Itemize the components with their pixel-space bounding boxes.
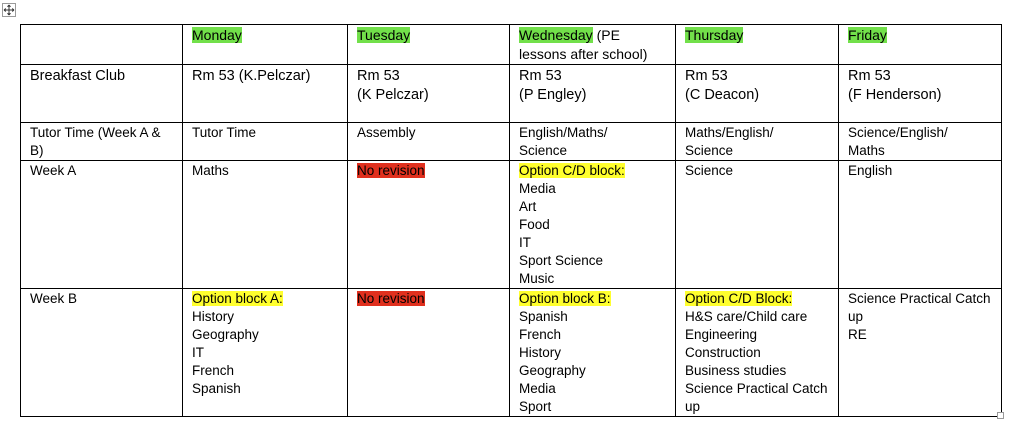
- list-item: IT: [192, 345, 204, 360]
- row-label-week-b: Week B: [21, 289, 183, 417]
- week-a-thursday: Science: [676, 161, 839, 289]
- no-revision-badge: No revision: [357, 291, 425, 306]
- tutor-tuesday: Assembly: [348, 123, 510, 161]
- list-item: Science Practical Catch up: [685, 381, 828, 414]
- day-header-friday: Friday: [839, 25, 1002, 65]
- list-item: Construction: [685, 345, 761, 360]
- timetable: [20, 24, 1002, 417]
- list-item: Geography: [192, 327, 259, 342]
- list-item: Geography: [519, 363, 586, 378]
- week-a-friday: English: [839, 161, 1002, 289]
- list-item: Food: [519, 217, 550, 232]
- breakfast-thursday: Rm 53 (C Deacon): [676, 65, 839, 123]
- header-row: [21, 25, 1002, 65]
- list-item: History: [519, 345, 562, 360]
- tutor-thursday: Maths/English/ Science: [676, 123, 839, 161]
- table-move-handle-icon[interactable]: [2, 3, 16, 17]
- corner-cell: [21, 25, 183, 65]
- tutor-friday: Science/English/ Maths: [839, 123, 1002, 161]
- list-item: Business studies: [685, 363, 787, 378]
- list-item: Sport Science: [519, 253, 604, 268]
- list-item: IT: [519, 235, 531, 250]
- week-b-tuesday: [348, 289, 510, 417]
- no-revision-badge: No revision: [357, 163, 425, 178]
- list-item: French: [519, 327, 562, 342]
- row-label-week-a: Week A: [21, 161, 183, 289]
- option-heading: Option C/D Block:: [685, 291, 793, 306]
- week-a-wednesday: [510, 161, 676, 289]
- week-b-friday: [839, 289, 1002, 417]
- week-a-row: [21, 161, 1002, 289]
- list-item: Engineering: [685, 327, 758, 342]
- list-item: H&S care/Child care: [685, 309, 808, 324]
- list-item: Science Practical Catch up: [848, 291, 991, 324]
- breakfast-monday: Rm 53 (K.Pelczar): [183, 65, 348, 123]
- row-label-tutor-time: Tutor Time (Week A & B): [21, 123, 183, 161]
- list-item: Spanish: [192, 381, 241, 396]
- breakfast-tuesday: Rm 53 (K Pelczar): [348, 65, 510, 123]
- breakfast-friday: Rm 53 (F Henderson): [839, 65, 1002, 123]
- option-heading: Option C/D block:: [519, 163, 625, 178]
- tutor-monday: Tutor Time: [183, 123, 348, 161]
- list-item: RE: [848, 327, 867, 342]
- tutor-time-row: [21, 123, 1002, 161]
- day-header-wednesday: Wednesday (PE lessons after school): [510, 25, 676, 65]
- week-b-monday: [183, 289, 348, 417]
- week-a-tuesday: [348, 161, 510, 289]
- day-header-tuesday: Tuesday: [348, 25, 510, 65]
- breakfast-club-row: [21, 65, 1002, 123]
- list-item: Spanish: [519, 309, 568, 324]
- breakfast-wednesday: Rm 53 (P Engley): [510, 65, 676, 123]
- wednesday-note: (PE lessons after school): [519, 27, 648, 62]
- day-header-monday: Monday: [183, 25, 348, 65]
- list-item: Music: [519, 271, 555, 286]
- table-resize-handle[interactable]: [997, 412, 1004, 419]
- week-b-row: [21, 289, 1002, 417]
- list-item: French: [192, 363, 235, 378]
- list-item: Sport: [519, 399, 552, 414]
- day-header-thursday: Thursday: [676, 25, 839, 65]
- week-a-monday: Maths: [183, 161, 348, 289]
- list-item: History: [192, 309, 235, 324]
- row-label-breakfast-club: Breakfast Club: [21, 65, 183, 123]
- list-item: Art: [519, 199, 537, 214]
- week-b-thursday: [676, 289, 839, 417]
- week-b-wednesday: [510, 289, 676, 417]
- tutor-wednesday: English/Maths/ Science: [510, 123, 676, 161]
- list-item: Media: [519, 181, 556, 196]
- list-item: Media: [519, 381, 556, 396]
- option-heading: Option block A:: [192, 291, 283, 306]
- option-heading: Option block B:: [519, 291, 611, 306]
